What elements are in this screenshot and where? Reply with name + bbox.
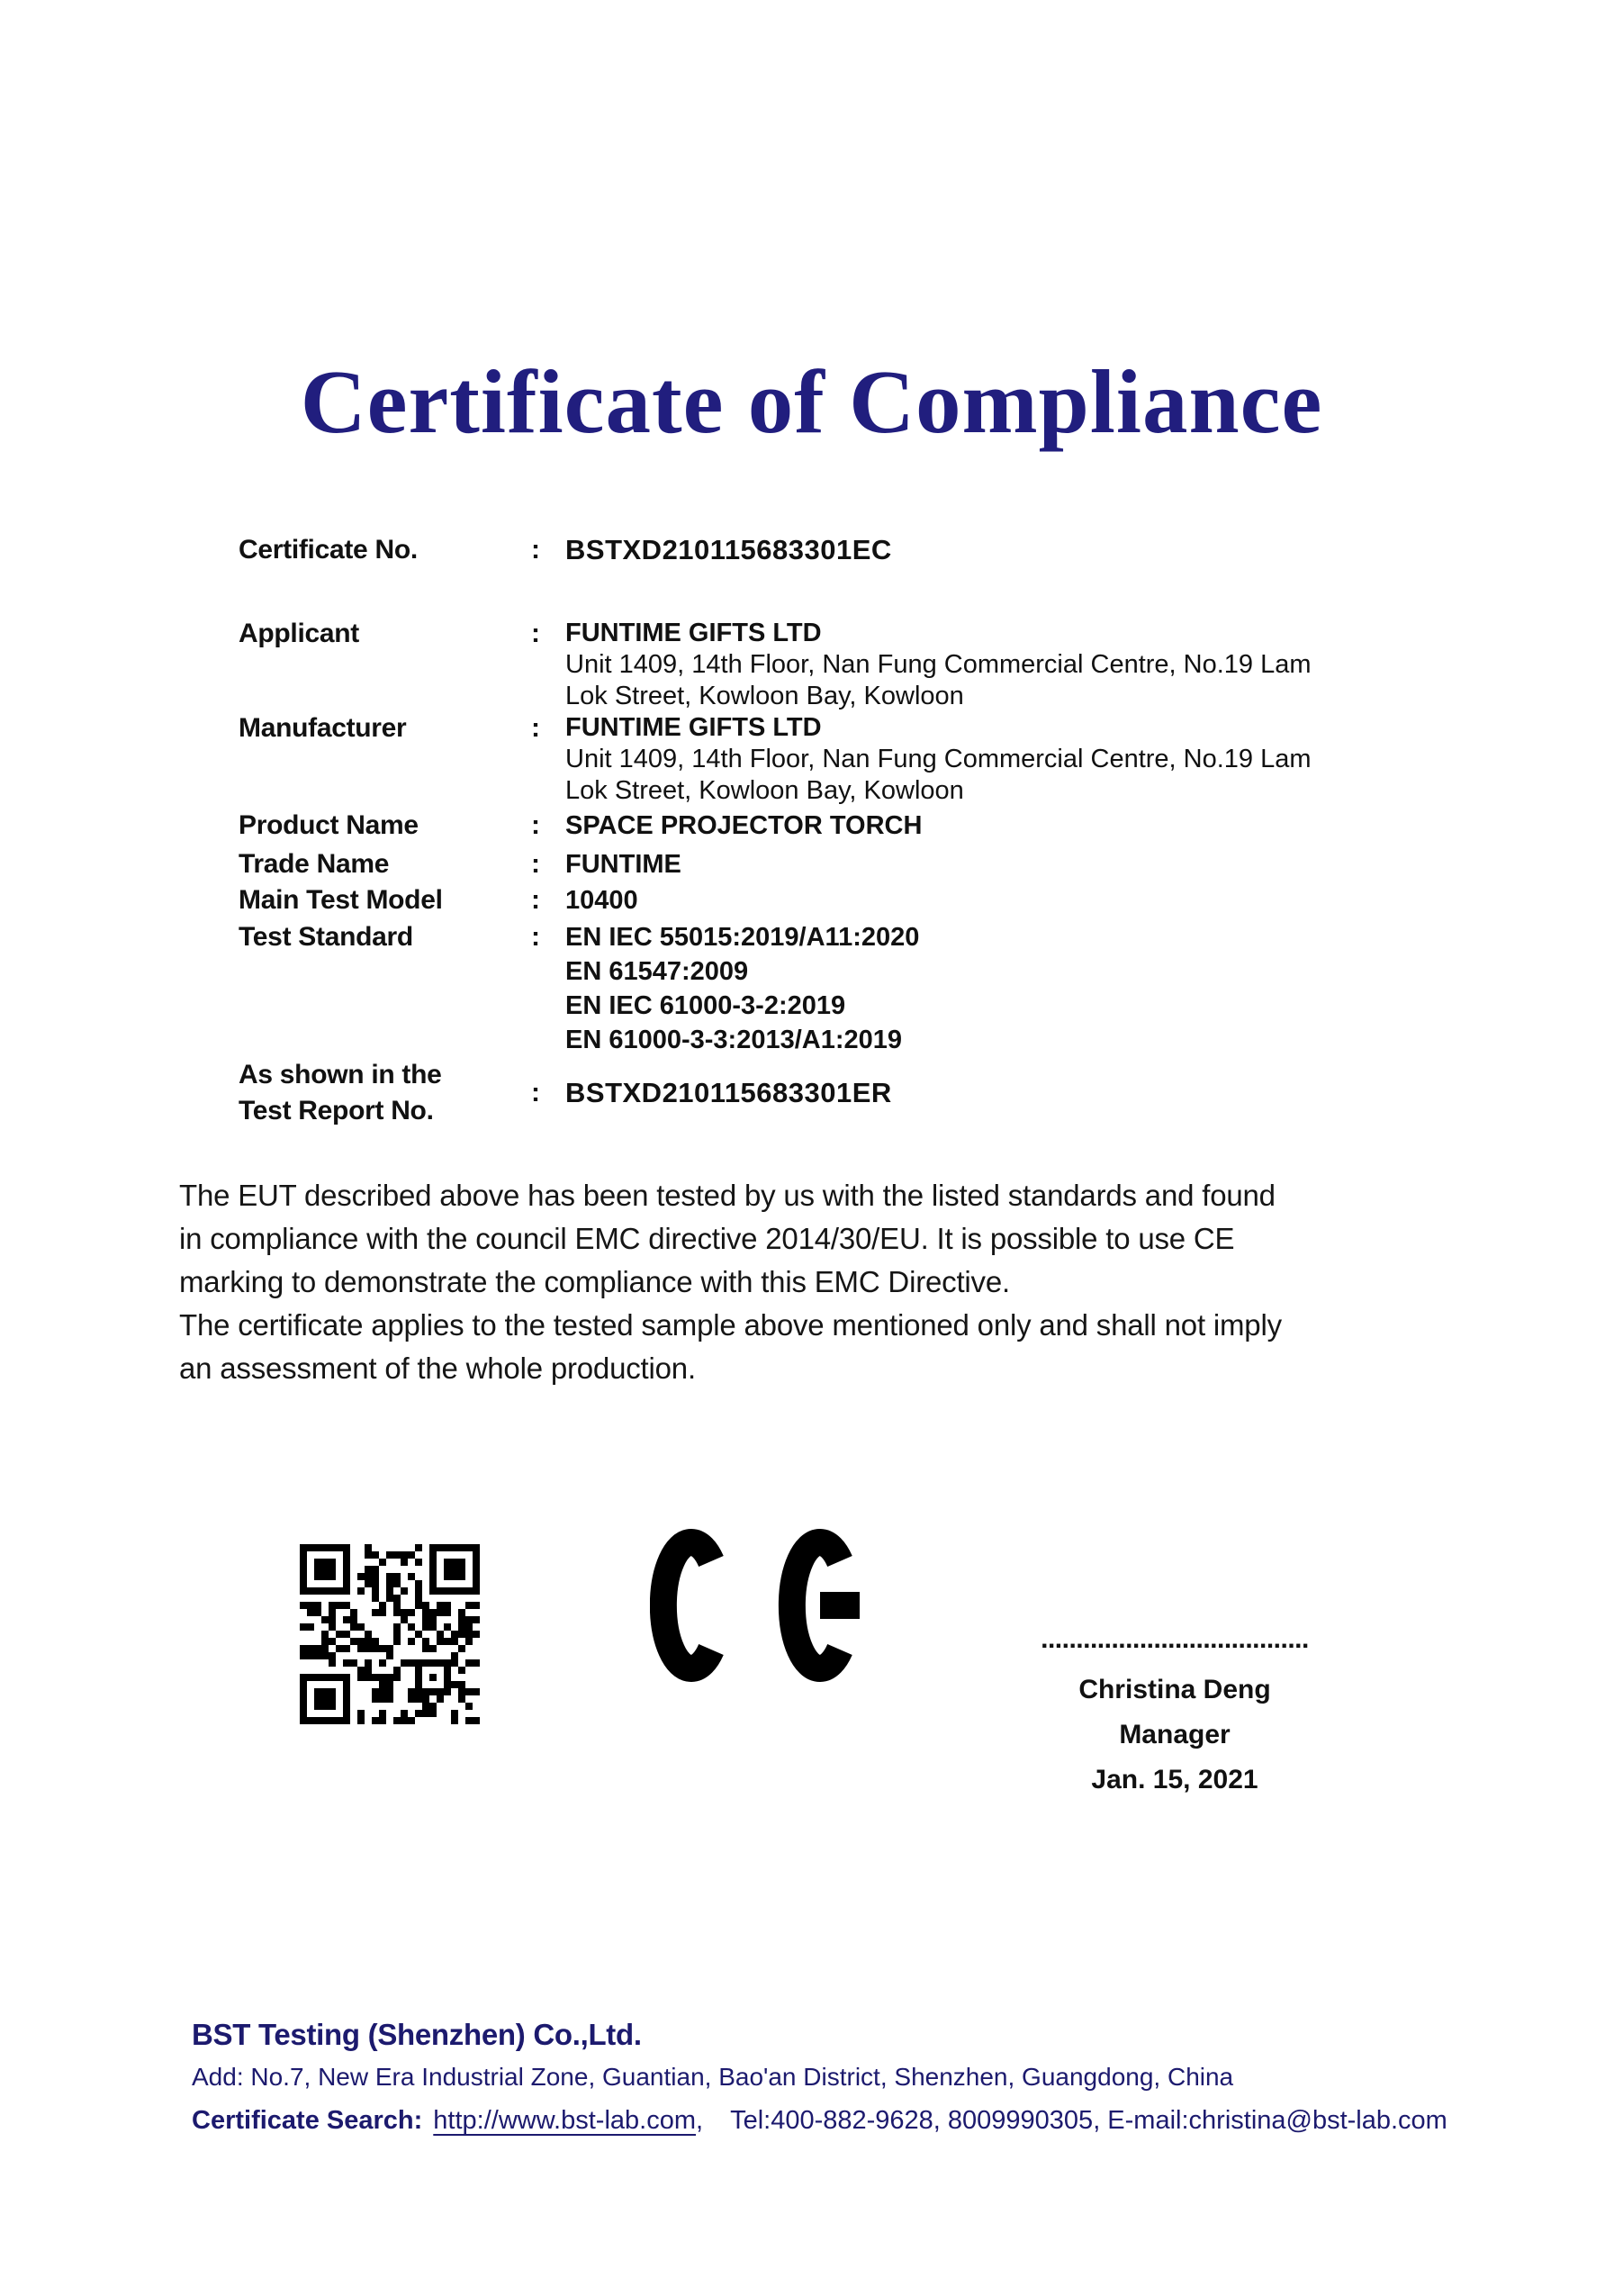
manufacturer-address-line1: Unit 1409, 14th Floor, Nan Fung Commercial Centre, No.19 Lam bbox=[565, 745, 1312, 773]
statement-line: an assessment of the whole production. bbox=[179, 1351, 696, 1385]
test-standard-item: EN IEC 61000-3-2:2019 bbox=[565, 991, 846, 1020]
fields-section bbox=[239, 533, 1436, 1129]
field-row-test-standard bbox=[239, 920, 1436, 1057]
applicant-address-line2: Lok Street, Kowloon Bay, Kowloon bbox=[565, 682, 964, 710]
trade-name-label: Trade Name bbox=[239, 849, 390, 879]
lab-address: Add: No.7, New Era Industrial Zone, Guantian, Bao'an District, Shenzhen, Guangdong, China bbox=[192, 2063, 1234, 2091]
certificate-search-line bbox=[192, 2102, 1488, 2138]
field-row-applicant bbox=[239, 618, 1436, 712]
statement-line: marking to demonstrate the compliance with this EMC Directive. bbox=[179, 1265, 1010, 1298]
field-row-test-report-no bbox=[239, 1057, 1436, 1129]
manufacturer-value bbox=[565, 712, 1312, 807]
manufacturer-name: FUNTIME GIFTS LTD bbox=[565, 713, 822, 742]
ce-mark-icon bbox=[650, 1529, 860, 1682]
field-row-product-name bbox=[239, 809, 1436, 843]
signatory-name: Christina Deng bbox=[1078, 1675, 1271, 1704]
lab-contact-info: Tel:400-882-9628, 8009990305, E-mail:christina@bst-lab.com bbox=[730, 2106, 1447, 2135]
certificate-no-value: BSTXD210115683301EC bbox=[565, 534, 892, 565]
test-report-label-line2: Test Report No. bbox=[239, 1096, 434, 1125]
test-standard-item: EN IEC 55015:2019/A11:2020 bbox=[565, 923, 920, 952]
manufacturer-label: Manufacturer bbox=[239, 713, 407, 743]
main-test-model-label: Main Test Model bbox=[239, 885, 443, 915]
test-report-no-value: BSTXD210115683301ER bbox=[565, 1077, 892, 1108]
colon-separator: : bbox=[531, 1078, 540, 1107]
signatory-role: Manager bbox=[1119, 1720, 1231, 1749]
signature-block bbox=[990, 1626, 1359, 1803]
applicant-name: FUNTIME GIFTS LTD bbox=[565, 619, 822, 647]
statement-line: in compliance with the council EMC directive 2014/30/EU. It is possible to use CE bbox=[179, 1222, 1235, 1255]
trade-name-value: FUNTIME bbox=[565, 850, 681, 879]
certificate-search-url-link[interactable]: http://www.bst-lab.com bbox=[433, 2106, 696, 2135]
test-report-label-line1: As shown in the bbox=[239, 1060, 442, 1089]
colon-separator: : bbox=[531, 849, 540, 879]
certificate-no-label: Certificate No. bbox=[239, 535, 418, 565]
applicant-label: Applicant bbox=[239, 619, 359, 648]
test-standard-label: Test Standard bbox=[239, 922, 413, 952]
signature-date: Jan. 15, 2021 bbox=[1091, 1765, 1258, 1794]
field-row-trade-name bbox=[239, 847, 1436, 881]
colon-separator: : bbox=[531, 810, 540, 840]
colon-separator: : bbox=[531, 922, 540, 952]
product-name-value: SPACE PROJECTOR TORCH bbox=[565, 811, 923, 840]
main-test-model-value: 10400 bbox=[565, 886, 638, 915]
product-name-label: Product Name bbox=[239, 810, 419, 840]
applicant-value bbox=[565, 618, 1312, 712]
field-row-main-test-model bbox=[239, 883, 1436, 917]
test-standard-item: EN 61000-3-3:2013/A1:2019 bbox=[565, 1026, 903, 1054]
footer bbox=[192, 2017, 1488, 2138]
test-report-no-label bbox=[239, 1057, 531, 1129]
lab-company-name: BST Testing (Shenzhen) Co.,Ltd. bbox=[192, 2018, 642, 2051]
applicant-address-line1: Unit 1409, 14th Floor, Nan Fung Commercial Centre, No.19 Lam bbox=[565, 650, 1312, 679]
test-standard-item: EN 61547:2009 bbox=[565, 957, 749, 986]
statement-line: The certificate applies to the tested sample above mentioned only and shall not imply bbox=[179, 1308, 1282, 1342]
test-standard-list bbox=[565, 920, 919, 1057]
page-title: Certificate of Compliance bbox=[300, 351, 1323, 452]
manufacturer-address-line2: Lok Street, Kowloon Bay, Kowloon bbox=[565, 776, 964, 805]
url-comma: , bbox=[696, 2106, 704, 2135]
compliance-statement bbox=[179, 1174, 1466, 1390]
colon-separator: : bbox=[531, 535, 540, 565]
qr-code bbox=[300, 1544, 480, 1724]
field-row-certificate-no bbox=[239, 533, 1436, 567]
certificate-search-label: Certificate Search: bbox=[192, 2106, 423, 2135]
signature-dotted-line: ...................................... bbox=[1041, 1624, 1309, 1654]
field-row-manufacturer bbox=[239, 712, 1436, 807]
colon-separator: : bbox=[531, 619, 540, 648]
statement-line: The EUT described above has been tested by us with the listed standards and found bbox=[179, 1179, 1276, 1212]
colon-separator: : bbox=[531, 885, 540, 915]
colon-separator: : bbox=[531, 713, 540, 743]
